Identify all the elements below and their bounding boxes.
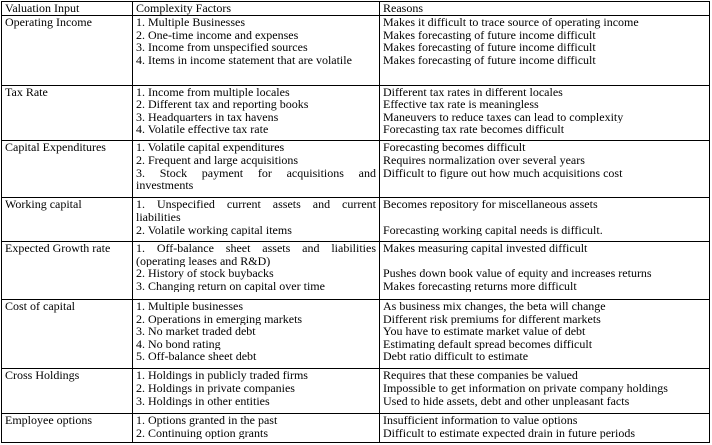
valuation-input-cell: Expected Growth rate [2, 241, 133, 299]
reason-item: Makes it difficult to trace source of operating income [383, 16, 639, 29]
reason-item: Forecasting working capital needs is difficult. [383, 223, 603, 237]
header-complexity-factors: Complexity Factors [133, 2, 380, 16]
reason-item: Different tax rates in different locales [383, 85, 563, 99]
factor-item: 4. Volatile effective tax rate [136, 123, 269, 136]
factor-item: 2. Volatile working capital items [136, 223, 292, 237]
complexity-factors-cell [133, 413, 380, 442]
valuation-input-cell: Cost of capital [2, 299, 133, 368]
reason-item: Becomes repository for miscellaneous assets [383, 198, 598, 212]
reason-item: Requires that these companies be valued [383, 369, 578, 382]
factor-item: 3. Holdings in other entities [136, 394, 270, 408]
factor-item: 1. Income from multiple locales [136, 85, 290, 99]
factor-item: 1. Off-balance sheet assets and liabilities (operating leases and R&D) [136, 241, 376, 268]
factor-item: 2. Holdings in private companies [136, 381, 295, 395]
factor-item: 2. Frequent and large acquisitions [136, 154, 299, 167]
reasons-cell [380, 85, 710, 141]
table-row [2, 16, 710, 85]
valuation-complexity-table [1, 1, 710, 443]
complexity-factors-cell [133, 85, 380, 141]
reason-item: Different risk premiums for different markets [383, 312, 601, 326]
reason-item: Makes forecasting of future income difficult [383, 41, 596, 54]
factor-item: 1. Holdings in publicly traded firms [136, 369, 308, 382]
reason-item: Pushes down book value of equity and increases returns [383, 267, 652, 280]
factor-item: 3. Changing return on capital over time [136, 279, 325, 293]
factor-item: 2. Operations in emerging markets [136, 312, 303, 326]
factor-item: 4. Items in income statement that are volatile [136, 53, 352, 67]
factor-item: 3. No market traded debt [136, 325, 256, 338]
reason-item: Makes forecasting returns more difficult [383, 279, 577, 293]
reason-item: Forecasting becomes difficult [383, 141, 526, 155]
factor-item: 1. Options granted in the past [136, 413, 278, 427]
complexity-factors-cell [133, 241, 380, 299]
reason-item: Difficult to figure out how much acquisitions cost [383, 166, 623, 180]
valuation-input-cell: Tax Rate [2, 85, 133, 141]
valuation-input-cell: Working capital [2, 198, 133, 242]
table-row [2, 369, 710, 414]
valuation-input-cell: Operating Income [2, 16, 133, 85]
table-row [2, 141, 710, 198]
complexity-factors-cell [133, 16, 380, 85]
reasons-cell [380, 141, 710, 198]
table-row [2, 241, 710, 299]
reasons-cell [380, 16, 710, 85]
reason-item: Impossible to get information on private company holdings [383, 381, 668, 395]
factor-item: 2. Different tax and reporting books [136, 98, 309, 111]
reason-item: You have to estimate market value of debt [383, 325, 586, 338]
complexity-factors-cell [133, 141, 380, 198]
factor-item: 1. Multiple businesses [136, 299, 243, 313]
reason-item: Insufficient information to value options [383, 413, 578, 427]
reason-item: Requires normalization over several years [383, 154, 585, 167]
reason-item: Estimating default spread becomes difficult [383, 337, 593, 351]
reason-item: Debt ratio difficult to estimate [383, 350, 529, 363]
factor-item: 1. Multiple Businesses [136, 16, 246, 29]
factor-item: 2. Continuing option grants [136, 426, 268, 440]
header-valuation-input: Valuation Input [2, 2, 133, 16]
complexity-factors-cell [133, 198, 380, 242]
reason-item: Makes measuring capital invested difficult [383, 241, 588, 255]
table-row [2, 198, 710, 242]
header-reasons: Reasons [380, 2, 710, 16]
factor-item: 1. Volatile capital expenditures [136, 141, 285, 155]
reasons-cell [380, 413, 710, 442]
factor-item: 2. History of stock buybacks [136, 267, 274, 280]
factor-item: 3. Income from unspecified sources [136, 41, 308, 54]
reason-item: As business mix changes, the beta will change [383, 299, 606, 313]
complexity-factors-cell [133, 299, 380, 368]
factor-item: 1. Unspecified current assets and current liabilities [136, 198, 376, 224]
reasons-cell [380, 369, 710, 414]
factor-item: 2. One-time income and expenses [136, 28, 299, 42]
valuation-input-cell: Employee options [2, 413, 133, 442]
reason-item: Forecasting tax rate becomes difficult [383, 123, 565, 136]
reason-item: Makes forecasting of future income difficult [383, 53, 596, 67]
reasons-cell [380, 198, 710, 242]
table-row [2, 85, 710, 141]
factor-item: 3. Headquarters in tax havens [136, 110, 279, 124]
reason-item: Difficult to estimate expected drain in future periods [383, 426, 636, 440]
reasons-cell [380, 241, 710, 299]
factor-item: 5. Off-balance sheet debt [136, 350, 257, 363]
reason-item: Maneuvers to reduce taxes can lead to complexity [383, 110, 624, 124]
factor-item: 4. No bond rating [136, 337, 221, 351]
complexity-factors-cell [133, 369, 380, 414]
table-row [2, 413, 710, 442]
reasons-cell [380, 299, 710, 368]
valuation-input-cell: Capital Expenditures [2, 141, 133, 198]
reason-item: Effective tax rate is meaningless [383, 98, 539, 111]
reason-item: Used to hide assets, debt and other unpleasant facts [383, 394, 630, 408]
factor-item: 3. Stock payment for acquisitions and investments [136, 166, 376, 192]
valuation-input-cell: Cross Holdings [2, 369, 133, 414]
reason-item: Makes forecasting of future income difficult [383, 28, 596, 42]
table-row [2, 299, 710, 368]
table-header-row [2, 2, 710, 16]
